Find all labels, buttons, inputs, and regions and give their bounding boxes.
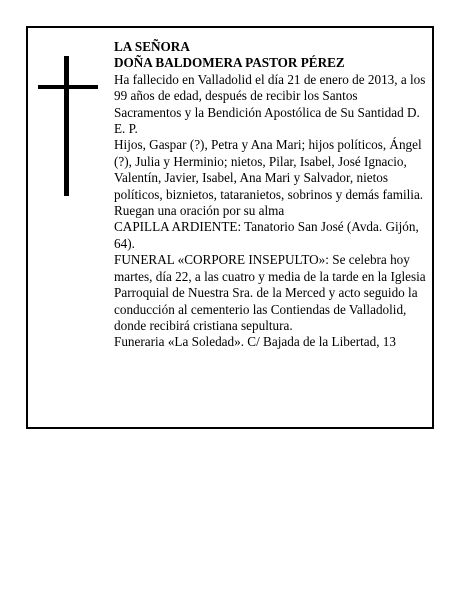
prayer-request: Ruegan una oración por su alma xyxy=(114,203,285,219)
family-list: Hijos, Gaspar (?), Petra y Ana Mari; hijos políticos, Ángel (?), Julia y Herminio; nietos, Pilar, Isabel, José Ignacio, Valentín, Javier, Isabel, Ana Mari y Salvador, nietos políticos, biznietos, tataranietos, sobrinos y demás familia. xyxy=(114,137,424,202)
cross-vertical-bar xyxy=(64,56,69,196)
cross-horizontal-bar xyxy=(38,85,98,89)
funeral-info: FUNERAL «CORPORE INSEPULTO»: Se celebra hoy martes, día 22, a las cuatro y media de la tarde en la Iglesia Parroquial de Nuestra Sra. de la Merced y acto seguido la conducción al cementerio las Contiendas de Valladolid, donde recibirá cristiana sepultura. xyxy=(114,252,426,333)
funeral-home-info: Funeraria «La Soledad». C/ Bajada de la Libertad, 13 xyxy=(114,334,396,350)
title-line-1: LA SEÑORA xyxy=(114,39,190,54)
obituary-text xyxy=(114,39,426,351)
death-announcement: Ha fallecido en Valladolid el día 21 de enero de 2013, a los 99 años de edad, después de recibir los Santos Sacramentos y la Bendición Apostólica de Su Santidad D. E. P. xyxy=(114,71,426,137)
deceased-name: DOÑA BALDOMERA PASTOR PÉREZ xyxy=(114,55,345,71)
cross-icon xyxy=(38,56,98,196)
chapel-info: CAPILLA ARDIENTE: Tanatorio San José (Avda. Gijón, 64). xyxy=(114,219,419,251)
